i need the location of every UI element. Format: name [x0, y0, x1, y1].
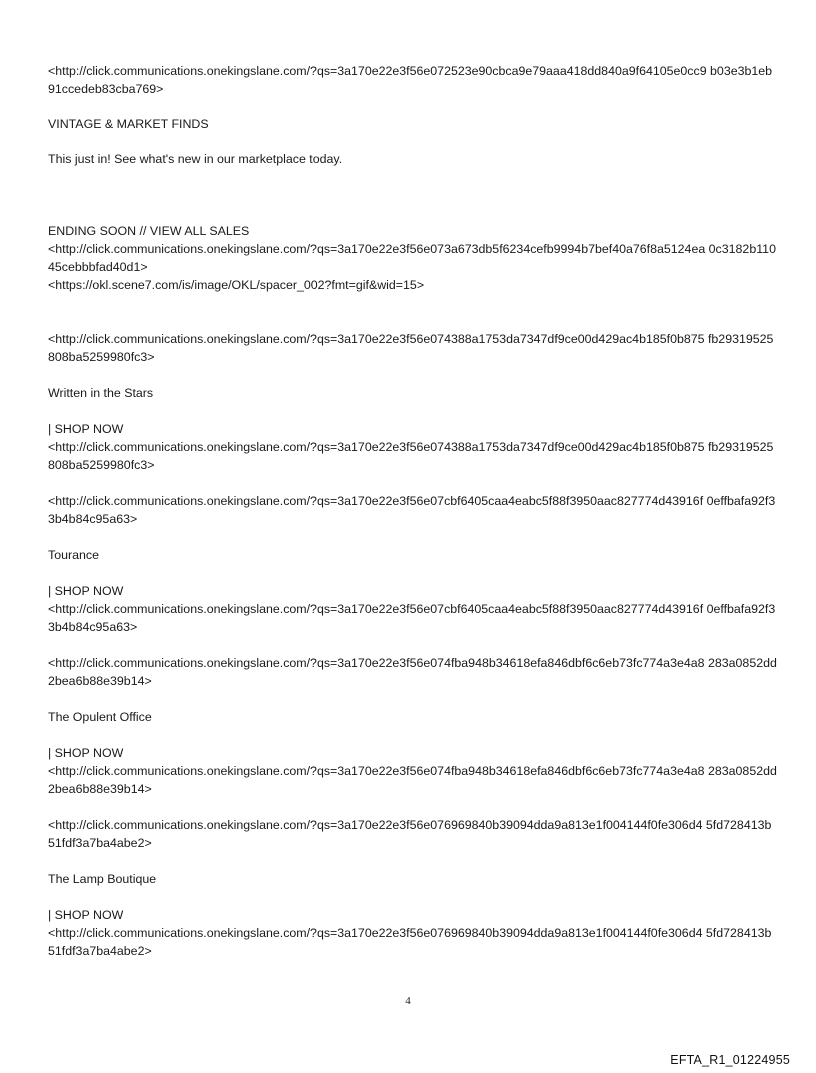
sale-shop-link[interactable]: <http://click.communications.onekingslane.com/?qs=3a170e22e3f56e07cbf6405caa4eabc5f88f3950aac827774d43916f 0effbafa92f33b4b84c95a63>	[48, 602, 776, 634]
sale-name: Tourance	[48, 548, 99, 562]
tagline: This just in! See what's new in our marketplace today.	[48, 152, 343, 166]
shop-now-link[interactable]: | SHOP NOW	[48, 584, 124, 598]
sale-image-link[interactable]: <http://click.communications.onekingslane.com/?qs=3a170e22e3f56e074388a1753da7347df9ce00d429ac4b185f0b875 fb29319525808ba5259980fc3>	[48, 332, 774, 364]
sale-shop-link[interactable]: <http://click.communications.onekingslane.com/?qs=3a170e22e3f56e076969840b39094dda9a813e1f004144f0fe306d4 5fd728413b51fdf3a7ba4abe2>	[48, 926, 772, 958]
shop-now-link[interactable]: | SHOP NOW	[48, 908, 124, 922]
sale-name: The Opulent Office	[48, 710, 152, 724]
page-number: 4	[405, 995, 411, 1007]
shop-now-link[interactable]: | SHOP NOW	[48, 746, 124, 760]
document-body	[48, 62, 778, 960]
link-top[interactable]: <http://click.communications.onekingslane.com/?qs=3a170e22e3f56e072523e90cbca9e79aaa418dd840a9f64105e0cc9 b03e3b1eb91ccedeb83cba769>	[48, 64, 773, 96]
link-spacer-image[interactable]: <https://okl.scene7.com/is/image/OKL/spacer_002?fmt=gif&wid=15>	[48, 278, 425, 292]
sale-image-link[interactable]: <http://click.communications.onekingslane.com/?qs=3a170e22e3f56e076969840b39094dda9a813e1f004144f0fe306d4 5fd728413b51fdf3a7ba4abe2>	[48, 818, 772, 850]
sale-shop-link[interactable]: <http://click.communications.onekingslane.com/?qs=3a170e22e3f56e074388a1753da7347df9ce00d429ac4b185f0b875 fb29319525808ba5259980fc3>	[48, 440, 774, 472]
sale-name: Written in the Stars	[48, 386, 154, 400]
sale-image-link[interactable]: <http://click.communications.onekingslane.com/?qs=3a170e22e3f56e074fba948b34618efa846dbf6c6eb73fc774a3e4a8 283a0852dd2bea6b88e39b14>	[48, 656, 777, 688]
sale-image-link[interactable]: <http://click.communications.onekingslane.com/?qs=3a170e22e3f56e07cbf6405caa4eabc5f88f3950aac827774d43916f 0effbafa92f33b4b84c95a63>	[48, 494, 776, 526]
link-view-all-sales[interactable]: <http://click.communications.onekingslane.com/?qs=3a170e22e3f56e073a673db5f6234cefb9994b7bef40a76f8a5124ea 0c3182b11045cebbbfad40d1>	[48, 242, 776, 274]
document-id: EFTA_R1_01224955	[670, 1053, 790, 1067]
shop-now-link[interactable]: | SHOP NOW	[48, 422, 124, 436]
sale-shop-link[interactable]: <http://click.communications.onekingslane.com/?qs=3a170e22e3f56e074fba948b34618efa846dbf6c6eb73fc774a3e4a8 283a0852dd2bea6b88e39b14>	[48, 764, 777, 796]
sale-name: The Lamp Boutique	[48, 872, 157, 886]
ending-soon-view-all-sales[interactable]: ENDING SOON // VIEW ALL SALES	[48, 224, 250, 238]
heading-vintage-market-finds: VINTAGE & MARKET FINDS	[48, 117, 209, 131]
